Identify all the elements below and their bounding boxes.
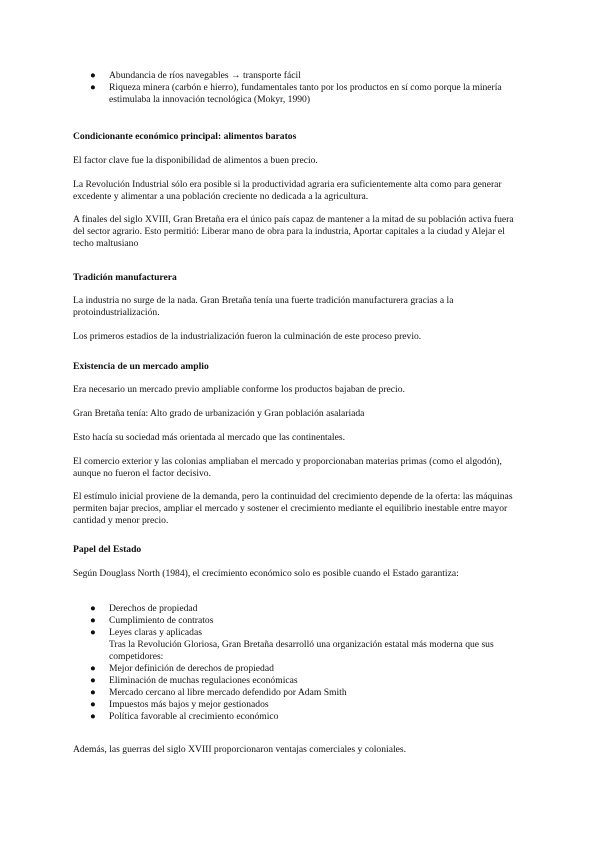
paragraph: Gran Bretaña tenía: Alto grado de urbanización y Gran población asalariada <box>73 408 365 419</box>
state-role-list <box>73 603 520 723</box>
list-item: ● Eliminación de muchas regulaciones económicas <box>90 675 298 686</box>
paragraph: La Revolución Industrial sólo era posible si la productividad agraria era suficientemente alta como para generar excedente y alimentar a una población creciente no dedicada a la agricultura. <box>73 179 502 202</box>
bullet-icon: ● <box>90 675 96 686</box>
bullet-icon: ● <box>90 82 96 93</box>
list-item: ● Derechos de propiedad <box>90 603 198 614</box>
paragraph: Era necesario un mercado previo ampliable conforme los productos bajaban de precio. <box>73 384 405 395</box>
bullet-icon: ● <box>90 603 96 614</box>
section-heading: Papel del Estado <box>73 544 142 555</box>
paragraph: Los primeros estadios de la industrialización fueron la culminación de este proceso previo. <box>73 331 422 342</box>
paragraph: La industria no surge de la nada. Gran Bretaña tenía una fuerte tradición manufacturera gracias a la protoindustrialización. <box>73 295 454 318</box>
bullet-icon: ● <box>90 699 96 710</box>
list-item: ● Cumplimiento de contratos <box>90 615 214 626</box>
bullet-icon: ● <box>90 615 96 626</box>
list-item: ● Mejor definición de derechos de propiedad <box>90 663 274 674</box>
list-item: ● Riqueza minera (carbón e hierro), fundamentales tanto por los productos en sí como porque la minería estimulaba la innovación tecnológica (Mokyr, 1990) <box>90 82 502 105</box>
section-heading: Tradición manufacturera <box>73 272 177 283</box>
paragraph: Esto hacía su sociedad más orientada al mercado que las continentales. <box>73 432 345 443</box>
paragraph: Además, las guerras del siglo XVIII proporcionaron ventajas comerciales y coloniales. <box>73 744 407 755</box>
top-bullet-list <box>73 70 520 106</box>
list-item: ● Política favorable al crecimiento económico <box>90 711 279 722</box>
bullet-icon: ● <box>90 627 96 638</box>
section-heading: Existencia de un mercado amplio <box>73 361 209 372</box>
paragraph: El estímulo inicial proviene de la demanda, pero la continuidad del crecimiento depende de la oferta: las máquinas permiten bajar precios, ampliar el mercado y sostener el crecimiento mediante el equilibrio inestable entre mayor cantidad y menor precio. <box>73 491 513 526</box>
paragraph: A finales del siglo XVIII, Gran Bretaña era el único país capaz de mantener a la mitad de su población activa fuera del sector agrario. Esto permitió: Liberar mano de obra para la industria, Aportar capitales a la ciudad y Alejar el techo maltusiano <box>73 214 514 249</box>
bullet-icon: ● <box>90 711 96 722</box>
bullet-icon: ● <box>90 663 96 674</box>
sub-note: Tras la Revolución Gloriosa, Gran Bretaña desarrolló una organización estatal más moderna que sus competidores: <box>109 639 494 662</box>
section-heading: Condicionante económico principal: alimentos baratos <box>73 131 297 142</box>
list-item: ● Impuestos más bajos y mejor gestionados <box>90 699 269 710</box>
list-item: ● Leyes claras y aplicadas Tras la Revolución Gloriosa, Gran Bretaña desarrolló una organización estatal más moderna que sus competidores: <box>73 627 520 663</box>
bullet-icon: ● <box>90 70 96 81</box>
list-item: ● Mercado cercano al libre mercado defendido por Adam Smith <box>90 687 347 698</box>
bullet-icon: ● <box>90 687 96 698</box>
paragraph: El comercio exterior y las colonias ampliaban el mercado y proporcionaban materias primas (como el algodón), aunque no fueron el factor decisivo. <box>73 456 502 479</box>
paragraph: El factor clave fue la disponibilidad de alimentos a buen precio. <box>73 155 318 166</box>
paragraph: Según Douglass North (1984), el crecimiento económico solo es posible cuando el Estado garantiza: <box>73 568 459 579</box>
list-item: ● Abundancia de ríos navegables → transporte fácil <box>90 70 301 81</box>
